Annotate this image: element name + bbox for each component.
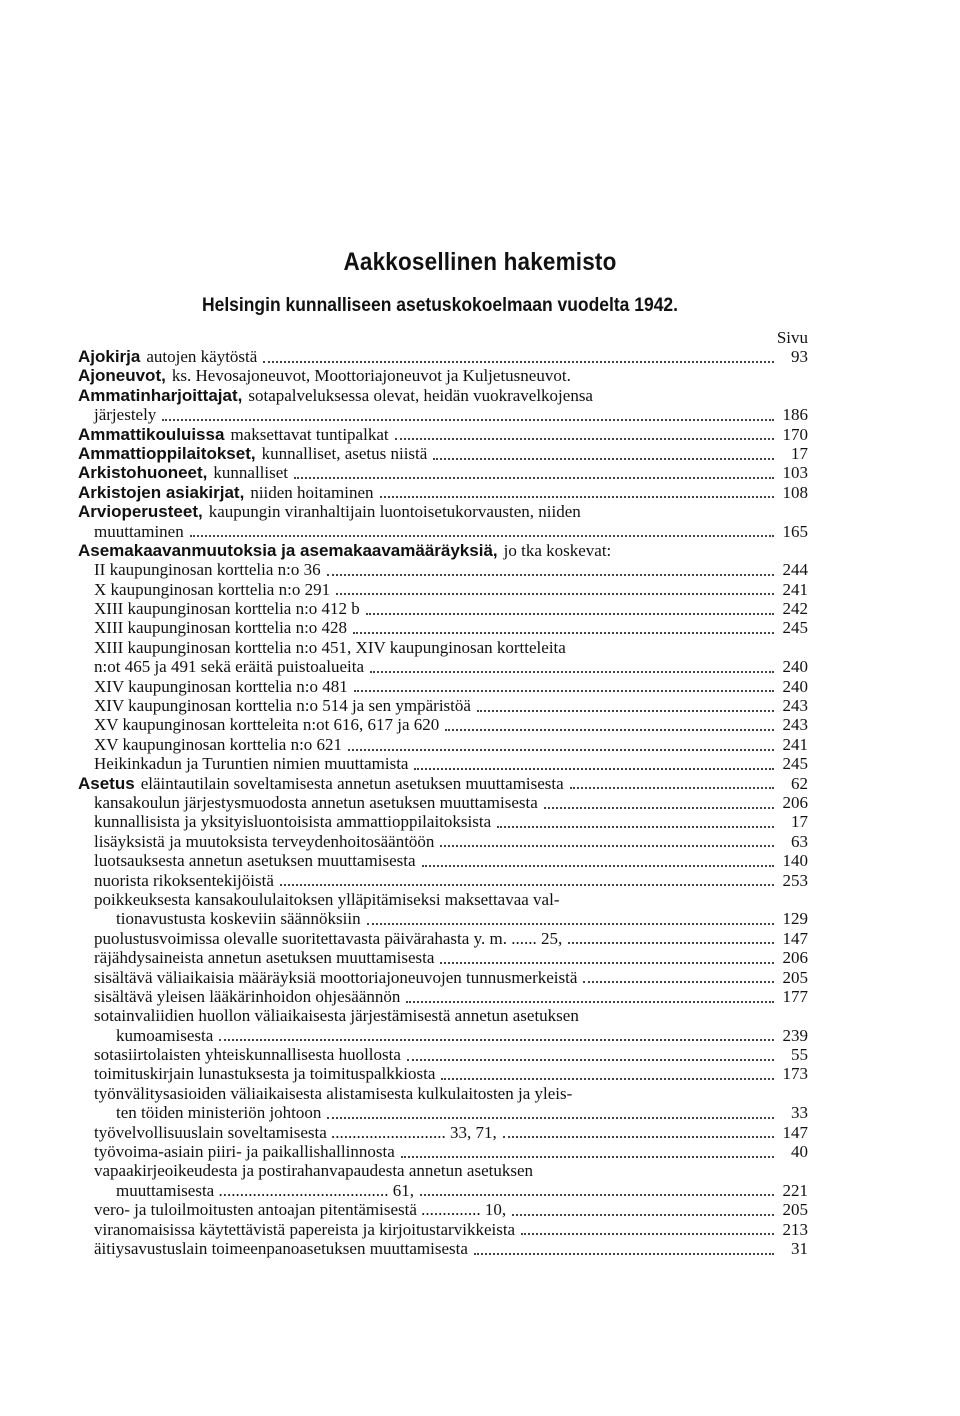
dot-leader: [422, 861, 774, 867]
entry-page-number: 129: [782, 909, 808, 929]
entry-page-number: 241: [782, 579, 808, 599]
dot-leader: [219, 1035, 774, 1041]
dot-leader: [617, 552, 774, 556]
entry-page-number: 140: [782, 851, 808, 871]
entry-page-number: 147: [782, 928, 808, 948]
index-entry: [78, 832, 808, 851]
entry-text: kunnalliset, asetus niistä: [261, 443, 428, 463]
index-entry: [78, 1026, 808, 1045]
entry-page-number: 244: [782, 560, 808, 580]
entry-heading: Ammattioppilaitokset,: [78, 443, 256, 463]
entry-page-number: 17: [791, 443, 808, 463]
dot-leader: [512, 1210, 774, 1216]
dot-leader: [572, 649, 774, 653]
entry-text: tionavustusta koskeviin säännöksiin: [116, 909, 361, 929]
index-entry: [78, 968, 808, 987]
entry-text: niiden hoitaminen: [250, 482, 374, 502]
entry-page-number: 93: [791, 347, 808, 366]
entry-text: kunnalliset: [213, 463, 289, 483]
entry-page-number: 40: [791, 1142, 808, 1162]
index-entry: [78, 1103, 808, 1122]
entry-page-number: 147: [782, 1122, 808, 1142]
dot-leader: [336, 589, 774, 595]
dot-leader: [367, 919, 774, 925]
entry-page-number: 221: [782, 1180, 808, 1200]
entry-text: sotasiirtolaisten yhteiskunnallisesta huollosta: [94, 1045, 401, 1065]
index-entry: [78, 735, 808, 754]
index-entry: [78, 425, 808, 444]
dot-leader: [445, 725, 774, 731]
index-entry: [78, 366, 808, 385]
dot-leader: [497, 822, 774, 828]
entry-page-number: 206: [782, 792, 808, 812]
index-entry: [78, 909, 808, 928]
entry-text: muuttaminen: [94, 521, 184, 541]
dot-leader: [587, 513, 774, 517]
entry-page-number: 173: [782, 1064, 808, 1084]
entry-heading: Arvioperusteet,: [78, 502, 203, 522]
dot-leader: [583, 977, 774, 983]
dot-leader: [280, 880, 774, 886]
index-list: [78, 347, 808, 1258]
entry-text: äitiysavustuslain toimeenpanoasetuksen muuttamisesta: [94, 1238, 468, 1258]
dot-leader: [521, 1229, 774, 1235]
index-entry: [78, 1200, 808, 1219]
entry-text: XIII kaupunginosan korttelia n:o 412 b: [94, 599, 360, 619]
dot-leader: [477, 706, 774, 712]
index-entry: [78, 1220, 808, 1239]
page-column-header: Sivu: [776, 328, 808, 347]
dot-leader: [568, 938, 774, 944]
dot-leader: [441, 1074, 774, 1080]
dot-leader: [395, 434, 774, 440]
entry-page-number: 63: [791, 831, 808, 851]
entry-page-number: 108: [782, 482, 808, 502]
entry-heading: Ammatinharjoittajat,: [78, 385, 243, 405]
index-entry: [78, 483, 808, 502]
index-entry: [78, 1064, 808, 1083]
entry-text: XIV kaupunginosan korttelia n:o 481: [94, 676, 348, 696]
entry-text: XIII kaupunginosan korttelia n:o 428: [94, 618, 348, 638]
dot-leader: [353, 628, 774, 634]
entry-text: ks. Hevosajoneuvot, Moottoriajoneuvot ja Kuljetusneuvot.: [171, 366, 571, 386]
entry-text: XIII kaupunginosan korttelia n:o 451, XIV kaupunginosan kortteleita: [94, 637, 566, 657]
entry-page-number: 245: [782, 754, 808, 774]
entry-page-number: 62: [791, 773, 808, 793]
dot-leader: [585, 1017, 774, 1021]
index-entry: [78, 347, 808, 366]
dot-leader: [599, 396, 774, 400]
dot-leader: [407, 1055, 774, 1061]
dot-leader: [263, 357, 774, 363]
entry-text: jo tka koskevat:: [503, 540, 612, 560]
dot-leader: [566, 901, 775, 905]
entry-text: sotapalveluksessa olevat, heidän vuokravelkojensa: [248, 385, 593, 405]
dot-leader: [348, 745, 774, 751]
entry-text: sisältävä väliaikaisia määräyksiä moottoriajoneuvojen tunnusmerkeistä: [94, 967, 578, 987]
entry-text: kunnallisista ja yksityisluontoisista ammattioppilaitoksista: [94, 812, 492, 832]
entry-page-number: 177: [782, 986, 808, 1006]
entry-page-number: 245: [782, 618, 808, 638]
entry-page-number: 170: [782, 424, 808, 444]
dot-leader: [294, 473, 774, 479]
entry-text: X kaupunginosan korttelia n:o 291: [94, 579, 331, 599]
dot-leader: [190, 531, 774, 537]
entry-heading: Asetus: [78, 773, 135, 793]
entry-text: kumoamisesta: [116, 1025, 214, 1045]
entry-text: järjestely: [94, 405, 157, 425]
dot-leader: [366, 609, 774, 615]
dot-leader: [440, 841, 774, 847]
entry-page-number: 205: [782, 1200, 808, 1220]
dot-leader: [577, 377, 774, 381]
page-title: Aakkosellinen hakemisto: [343, 248, 617, 276]
entry-text: vero- ja tuloilmoitusten antoajan pitentämisestä .............. 10,: [94, 1200, 507, 1220]
entry-page-number: 243: [782, 696, 808, 716]
index-entry: [78, 1239, 808, 1258]
entry-page-number: 55: [791, 1045, 808, 1065]
entry-page-number: 205: [782, 967, 808, 987]
entry-heading: Arkistohuoneet,: [78, 463, 208, 483]
entry-text: lisäyksistä ja muutoksista terveydenhoitosääntöön: [94, 831, 435, 851]
entry-text: II kaupunginosan korttelia n:o 36: [94, 560, 321, 580]
dot-leader: [420, 1190, 774, 1196]
dot-leader: [401, 1152, 774, 1158]
entry-text: vapaakirjeoikeudesta ja postirahanvapaudesta annetun asetuksen: [94, 1161, 533, 1181]
entry-heading: Ajokirja: [78, 347, 141, 366]
entry-text: Heikinkadun ja Turuntien nimien muuttamista: [94, 754, 409, 774]
dot-leader: [570, 783, 774, 789]
entry-text: ten töiden ministeriön johtoon: [116, 1103, 322, 1123]
index-entry: [78, 1181, 808, 1200]
index-entry: [78, 715, 808, 734]
entry-text: työvoima-asiain piiri- ja paikallishallinnosta: [94, 1142, 395, 1162]
index-entry: [78, 677, 808, 696]
index-entry: [78, 793, 808, 812]
index-entry: [78, 618, 808, 637]
entry-text: kaupungin viranhaltijain luontoisetukorvausten, niiden: [208, 502, 581, 522]
entry-text: eläintautilain soveltamisesta annetun asetuksen muuttamisesta: [140, 773, 564, 793]
dot-leader: [539, 1172, 774, 1176]
entry-page-number: 241: [782, 734, 808, 754]
dot-leader: [474, 1249, 774, 1255]
page-subtitle: Helsingin kunnalliseen asetuskokoelmaan vuodelta 1942.: [201, 295, 679, 316]
index-entry: [78, 638, 808, 657]
entry-text: työnvälitysasioiden väliaikaisesta alistamisesta kulkulaitosten ja yleis-: [94, 1083, 573, 1103]
index-entry: [78, 1123, 808, 1142]
index-entry: [78, 386, 808, 405]
entry-text: XIV kaupunginosan korttelia n:o 514 ja sen ympäristöä: [94, 696, 471, 716]
entry-text: työvelvollisuuslain soveltamisesta ........................... 33, 71,: [94, 1122, 497, 1142]
index-entry: [78, 1006, 808, 1025]
entry-text: n:ot 465 ja 491 sekä eräitä puistoalueita: [94, 657, 365, 677]
dot-leader: [406, 997, 774, 1003]
dot-leader: [503, 1132, 774, 1138]
dot-leader: [414, 764, 774, 770]
entry-text: räjähdysaineista annetun asetuksen muuttamisesta: [94, 948, 435, 968]
entry-text: luotsauksesta annetun asetuksen muuttamisesta: [94, 851, 416, 871]
entry-page-number: 242: [782, 599, 808, 619]
entry-heading: Arkistojen asiakirjat,: [78, 482, 245, 502]
dot-leader: [440, 958, 774, 964]
entry-text: sisältävä yleisen lääkärinhoidon ohjesäännön: [94, 986, 401, 1006]
index-entry: [78, 599, 808, 618]
dot-leader: [370, 667, 774, 673]
entry-page-number: 165: [782, 521, 808, 541]
index-entry: [78, 812, 808, 831]
dot-leader: [433, 454, 774, 460]
index-entry: [78, 580, 808, 599]
entry-text: sotainvaliidien huollon väliaikaisesta järjestämisestä annetun asetuksen: [94, 1006, 579, 1026]
entry-text: poikkeuksesta kansakoululaitoksen ylläpitämiseksi maksettavaa val-: [94, 889, 560, 909]
dot-leader: [354, 686, 774, 692]
entry-text: XV kaupunginosan kortteleita n:ot 616, 617 ja 620: [94, 715, 440, 735]
entry-page-number: 33: [791, 1103, 808, 1123]
entry-page-number: 31: [791, 1238, 808, 1258]
entry-text: maksettavat tuntipalkat: [230, 424, 389, 444]
index-entry: [78, 657, 808, 676]
index-entry: [78, 929, 808, 948]
dot-leader: [162, 415, 774, 421]
entry-page-number: 186: [782, 405, 808, 425]
entry-page-number: 240: [782, 676, 808, 696]
entry-page-number: 17: [791, 812, 808, 832]
index-entry: [78, 541, 808, 560]
index-entry: [78, 774, 808, 793]
dot-leader: [544, 803, 774, 809]
entry-text: autojen käytöstä: [146, 347, 258, 366]
index-entry: [78, 871, 808, 890]
index-entry: [78, 560, 808, 579]
entry-heading: Asemakaavanmuutoksia ja asemakaavamääräyksiä,: [78, 540, 498, 560]
index-entry: [78, 405, 808, 424]
index-entry: [78, 1045, 808, 1064]
index-entry: [78, 502, 808, 521]
dot-leader: [578, 1095, 774, 1099]
index-entry: [78, 851, 808, 870]
entry-heading: Ajoneuvot,: [78, 366, 166, 386]
entry-page-number: 240: [782, 657, 808, 677]
dot-leader: [380, 492, 774, 498]
entry-heading: Ammattikouluissa: [78, 424, 225, 444]
entry-page-number: 243: [782, 715, 808, 735]
entry-text: XV kaupunginosan korttelia n:o 621: [94, 734, 343, 754]
entry-text: kansakoulun järjestysmuodosta annetun asetuksen muuttamisesta: [94, 792, 538, 812]
entry-page-number: 253: [782, 870, 808, 890]
index-entry: [78, 987, 808, 1006]
dot-leader: [327, 570, 774, 576]
index-entry: [78, 463, 808, 482]
index-entry: [78, 1142, 808, 1161]
entry-text: muuttamisesta ........................................ 61,: [116, 1180, 414, 1200]
entry-page-number: 239: [782, 1025, 808, 1045]
index-entry: [78, 948, 808, 967]
entry-page-number: 206: [782, 948, 808, 968]
entry-text: viranomaisissa käytettävistä papereista ja kirjoitustarvikkeista: [94, 1219, 516, 1239]
index-entry: [78, 444, 808, 463]
index-entry: [78, 1161, 808, 1180]
entry-text: toimituskirjain lunastuksesta ja toimituspalkkiosta: [94, 1064, 436, 1084]
index-entry: [78, 696, 808, 715]
entry-text: nuorista rikoksentekijöistä: [94, 870, 274, 890]
index-entry: [78, 1084, 808, 1103]
entry-page-number: 103: [782, 463, 808, 483]
dot-leader: [327, 1113, 774, 1119]
index-entry: [78, 754, 808, 773]
entry-text: puolustusvoimissa olevalle suoritettavasta päivärahasta y. m. ...... 25,: [94, 928, 563, 948]
index-entry: [78, 890, 808, 909]
entry-page-number: 213: [782, 1219, 808, 1239]
index-entry: [78, 522, 808, 541]
